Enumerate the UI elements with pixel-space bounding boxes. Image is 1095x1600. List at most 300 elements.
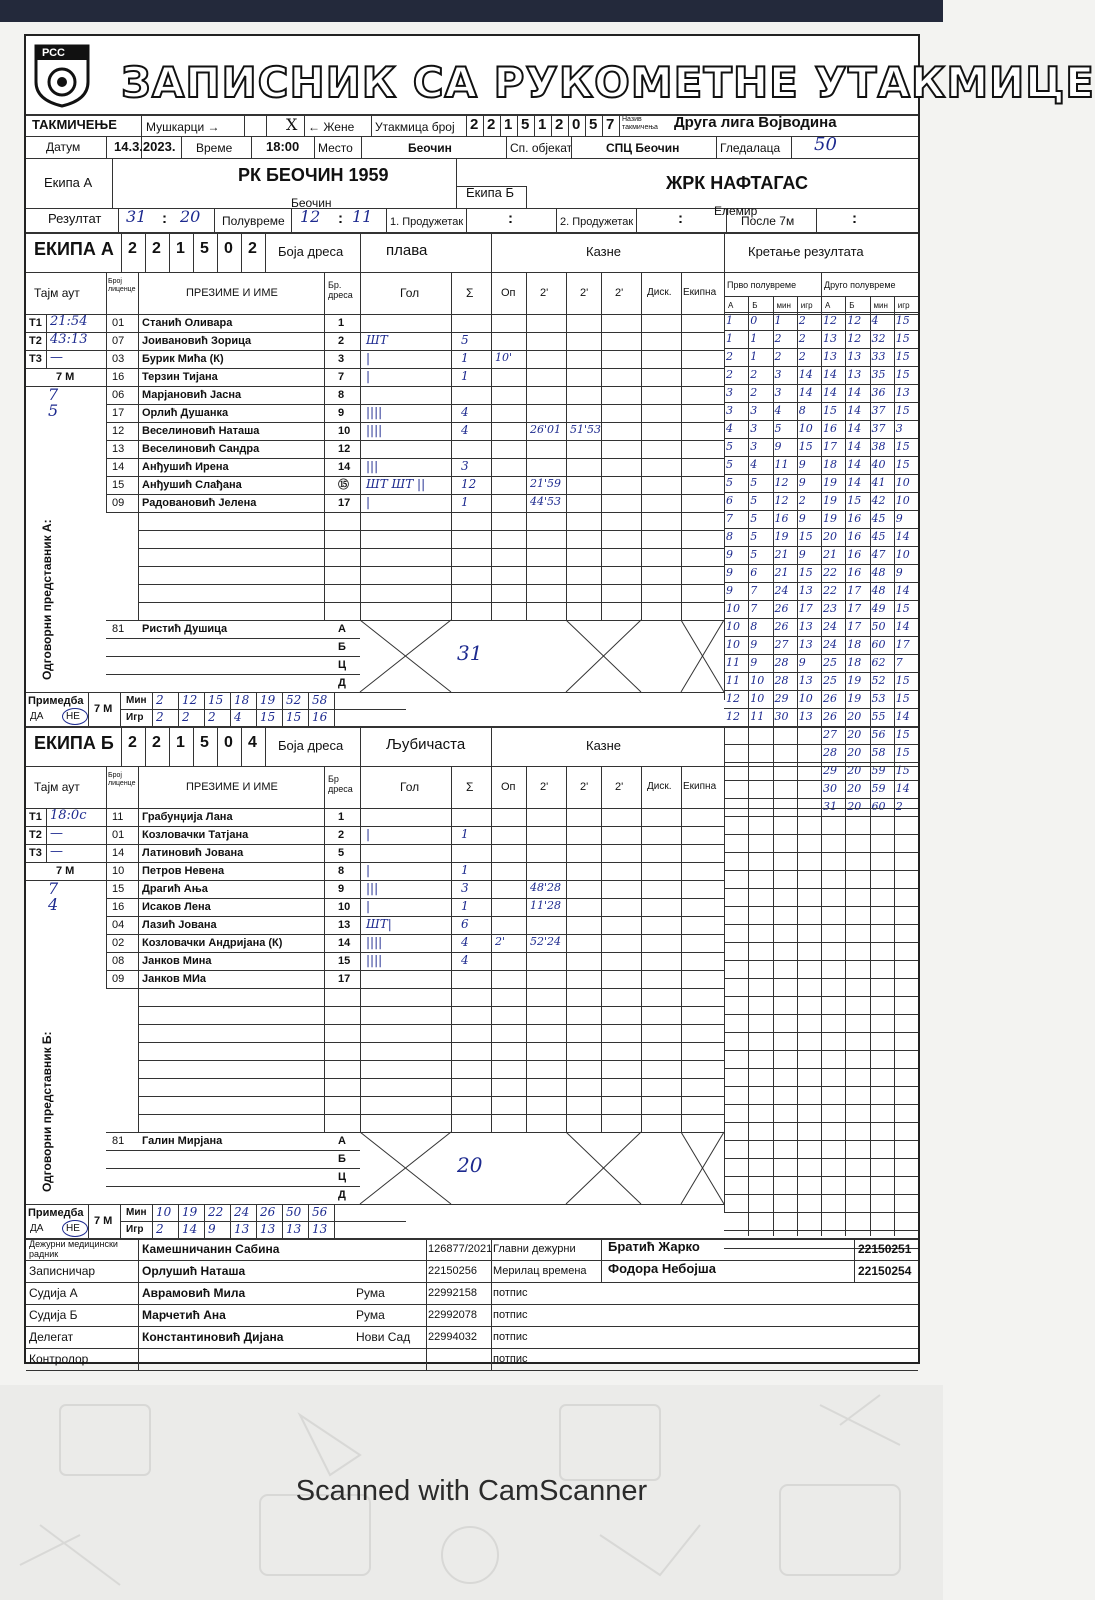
official-license-number: 126877/2021 <box>428 1243 493 1255</box>
score-progress-entry: 3 <box>750 422 758 435</box>
timeout-label: Т3 <box>29 847 42 859</box>
col-jersey: Бр. дреса <box>328 280 353 300</box>
score-progress-entry: 5 <box>726 458 733 471</box>
seven-meter-minute: 26 <box>260 1205 276 1219</box>
seven-meter-summary-label: 7 М <box>94 703 113 715</box>
rule-line <box>169 726 170 766</box>
score-progress-entry: 47 <box>871 548 886 561</box>
camscanner-watermark: Scanned with CamScanner <box>295 1475 648 1507</box>
rule-line <box>724 1122 918 1123</box>
score-progress-entry: 12 <box>774 476 789 489</box>
seven-meter-mark: 7 <box>48 879 59 898</box>
score-progress-entry: 26 <box>823 710 837 723</box>
score-progress-entry: 21 <box>774 548 789 561</box>
team-code-digit: 5 <box>200 734 209 751</box>
result-team-a: 31 <box>126 207 147 226</box>
score-progress-entry: 12 <box>726 692 740 705</box>
rule-line <box>106 656 360 657</box>
remark-no: НЕ <box>66 711 80 722</box>
rule-line <box>816 208 817 232</box>
player-license: 16 <box>112 901 125 913</box>
player-license: 03 <box>112 353 125 365</box>
official-person-name: Константиновић Дијана <box>142 1330 284 1344</box>
rule-line <box>138 1060 724 1061</box>
rule-line <box>121 232 122 272</box>
score-progress-entry: 16 <box>823 422 837 435</box>
rule-line <box>26 208 918 209</box>
official-city: Нови Сад <box>356 1330 411 1344</box>
rule-line <box>178 692 179 726</box>
extra-time-1-label: 1. Продужетак <box>390 216 464 228</box>
rule-line <box>491 726 492 766</box>
player-name: Петров Невена <box>142 865 225 877</box>
score-progress-entry: 9 <box>798 476 806 489</box>
rule-line <box>724 402 918 403</box>
official-license-number: 22992158 <box>428 1287 477 1299</box>
col-disqualification: Диск. <box>647 287 672 298</box>
player-jersey: 5 <box>338 847 345 859</box>
player-warning-time: 10' <box>495 351 513 364</box>
score-progress-entry: 5 <box>774 422 782 435</box>
official-role-secondary: потпис <box>493 1309 528 1321</box>
time-label: Време <box>196 141 233 155</box>
team-b-name: ЖРК НАФТАГАС <box>666 173 808 193</box>
venue-value: СПЦ Беочин <box>606 141 680 155</box>
rule-line <box>791 136 792 158</box>
score-progress-entry: 2 <box>726 350 733 363</box>
rule-line <box>724 564 918 565</box>
seven-meter-mark: 4 <box>48 895 59 914</box>
rule-line <box>619 114 620 136</box>
rule-line <box>244 114 245 136</box>
col-2min-2: 2' <box>580 781 589 793</box>
seven-meter-player: 13 <box>286 1222 302 1236</box>
team-code-digit: 4 <box>248 734 257 751</box>
score-progress-entry: 2 <box>798 314 806 327</box>
timeout-value: 18:0с <box>50 808 87 823</box>
rule-line <box>360 726 361 766</box>
rule-line <box>724 546 918 547</box>
player-name: Козловачки Андријана (К) <box>142 937 283 949</box>
score-progress-entry: 41 <box>871 476 886 489</box>
rule-line <box>26 766 918 767</box>
score-progress-entry: 14 <box>895 620 910 633</box>
player-name: Јоивановић Зорица <box>142 335 252 347</box>
score-progress-entry: 9 <box>750 638 758 651</box>
score-progress-entry: 14 <box>847 476 862 489</box>
rule-line <box>724 1194 918 1195</box>
player-goal-sum: 1 <box>461 495 469 509</box>
score-progress-entry: 53 <box>871 692 886 705</box>
player-goal-tally: |||| <box>366 405 383 419</box>
spectators-label: Гледалаца <box>720 141 781 155</box>
score-progress-label: Кретање резултата <box>748 244 864 259</box>
score-progress-entry: 11 <box>726 656 740 669</box>
rule-line <box>724 726 918 727</box>
score-progress-entry: 15 <box>895 746 910 759</box>
rule-line <box>106 422 138 423</box>
result-team-b: 20 <box>180 207 201 226</box>
rule-line <box>106 1186 360 1187</box>
rule-line <box>138 566 724 567</box>
col-team-penalty: Екипна <box>683 781 717 792</box>
crossed-box <box>360 1132 451 1204</box>
score-progress-entry: 62 <box>871 656 886 669</box>
player-goal-sum: 4 <box>461 935 469 949</box>
player-jersey: 9 <box>338 407 345 419</box>
rule-line <box>534 114 535 136</box>
player-name: Орлић Душанка <box>142 407 229 419</box>
score-progress-entry: 20 <box>823 530 837 543</box>
official-secondary-name: Фодора Небојша <box>608 1261 716 1276</box>
rule-line <box>106 766 107 988</box>
player-goal-tally: | <box>366 863 371 877</box>
player-goal-sum: 1 <box>461 351 469 365</box>
score-progress-entry: 15 <box>895 728 910 741</box>
match-number-digit: 5 <box>521 116 530 133</box>
col-sum: Σ <box>466 780 474 794</box>
score-progress-entry: 3 <box>726 404 733 417</box>
match-number-digit: 1 <box>538 116 547 133</box>
team-section-title: ЕКИПА Б <box>34 733 114 753</box>
rule-line <box>178 1204 179 1238</box>
score-progress-entry: 27 <box>774 638 789 651</box>
score-progress-entry: 13 <box>823 332 837 345</box>
score-progress-entry: 9 <box>798 656 806 669</box>
rule-line <box>26 232 918 234</box>
score-progress-entry: 14 <box>798 368 813 381</box>
col-license: Број лиценце <box>108 772 136 787</box>
rule-line <box>724 600 918 601</box>
match-number-digit: 0 <box>572 116 581 133</box>
score-progress-entry: 18 <box>847 656 862 669</box>
player-license: 15 <box>112 883 125 895</box>
team-code-digit: 1 <box>176 240 185 257</box>
seven-meter-minute: 50 <box>286 1205 302 1219</box>
first-half-label: Прво полувреме <box>727 280 797 290</box>
rule-line <box>602 114 603 136</box>
score-progress-entry: 14 <box>847 386 862 399</box>
rule-line <box>138 952 724 953</box>
score-progress-entry: 32 <box>871 332 886 345</box>
seven-meter-minute: 10 <box>156 1205 172 1219</box>
match-number-digit: 2 <box>555 116 564 133</box>
score-progress-entry: 59 <box>871 782 886 795</box>
timeout-label: Т1 <box>29 317 42 329</box>
rule-line <box>241 726 242 766</box>
rule-line <box>724 766 725 1212</box>
score-progress-entry: 9 <box>750 656 758 669</box>
col-goals: Гол <box>400 286 420 300</box>
score-progress-entry: 36 <box>871 386 886 399</box>
score-progress-entry: 26 <box>774 602 789 615</box>
official-license-number: 22994032 <box>428 1331 477 1343</box>
col-name: ПРЕЗИМЕ И ИМЕ <box>186 287 278 299</box>
score-progress-entry: 4 <box>774 404 782 417</box>
rule-line <box>138 1006 724 1007</box>
score-progress-entry: 23 <box>823 602 837 615</box>
team-code-digit: 2 <box>152 240 161 257</box>
player-goal-tally: | <box>366 351 371 365</box>
score-progress-col: А <box>825 301 831 310</box>
score-progress-entry: 30 <box>774 710 789 723</box>
team-b-city: Елемир <box>714 204 758 218</box>
score-progress-entry: 14 <box>798 386 813 399</box>
score-progress-entry: 19 <box>823 476 837 489</box>
seven-meter-player: 15 <box>286 710 302 724</box>
seven-meter-player: 2 <box>182 710 190 724</box>
player-name: Лазић Јована <box>142 919 217 931</box>
score-progress-entry: 19 <box>847 674 862 687</box>
team-a-label: Екипа А <box>44 175 93 190</box>
official-secondary-license: 22150254 <box>858 1264 912 1278</box>
official-role-secondary: потпис <box>493 1331 528 1343</box>
rule-line <box>308 692 309 726</box>
player-2min-1: 11'28 <box>530 899 562 912</box>
score-progress-entry: 56 <box>871 728 886 741</box>
halftime-colon: : <box>338 210 343 227</box>
score-progress-entry: 16 <box>847 512 862 525</box>
rule-line <box>214 208 215 232</box>
official-letter: Д <box>338 677 346 689</box>
penalties-label: Казне <box>586 738 622 753</box>
rule-line <box>106 350 138 351</box>
timeout-label: Т3 <box>29 353 42 365</box>
venue-label: Сп. објекат <box>510 141 573 155</box>
rule-line <box>466 114 467 136</box>
rule-line <box>138 898 724 899</box>
rule-line <box>26 1238 918 1240</box>
col-2min-2: 2' <box>580 287 589 299</box>
player-name: Грабунџија Лана <box>142 811 233 823</box>
score-progress-entry: 9 <box>798 512 806 525</box>
score-progress-entry: 33 <box>871 350 886 363</box>
rule-line <box>106 620 360 621</box>
score-progress-entry: 13 <box>847 368 862 381</box>
player-name: Латиновић Јована <box>142 847 244 859</box>
jersey-color-label: Боја дреса <box>278 738 344 753</box>
rule-line <box>724 618 918 619</box>
rule-line <box>217 232 218 272</box>
rule-line <box>724 834 918 835</box>
col-2min-3: 2' <box>615 287 624 299</box>
official-letter: Ц <box>338 659 347 671</box>
score-progress-entry: 15 <box>895 674 910 687</box>
score-progress-entry: 1 <box>750 332 758 345</box>
score-progress-entry: 29 <box>823 764 837 777</box>
score-progress-entry: 2 <box>798 350 806 363</box>
score-progress-entry: 15 <box>895 692 910 705</box>
player-jersey: 8 <box>338 389 345 401</box>
rule-line <box>360 232 361 272</box>
halftime-label: Полувреме <box>222 214 285 228</box>
player-jersey: 17 <box>338 497 351 509</box>
score-progress-entry: 19 <box>847 692 862 705</box>
score-progress-col: А <box>728 301 734 310</box>
rule-line <box>106 458 138 459</box>
score-progress-entry: 3 <box>774 368 782 381</box>
rule-line <box>138 584 724 585</box>
player-license: 02 <box>112 937 125 949</box>
rule-line <box>491 272 492 620</box>
team-code-digit: 0 <box>224 734 233 751</box>
score-progress-entry: 12 <box>847 314 862 327</box>
official-role: Записничар <box>29 1264 96 1278</box>
score-progress-col: Б <box>752 301 758 310</box>
score-progress-entry: 17 <box>847 602 862 615</box>
team-code-digit: 5 <box>200 240 209 257</box>
rule-line <box>724 1176 918 1177</box>
seven-meter-summary-label: 7 М <box>94 1215 113 1227</box>
rule-line <box>724 798 918 799</box>
player-goal-tally: ШТ| <box>366 917 392 931</box>
rule-line <box>106 916 138 917</box>
rule-line <box>26 158 918 159</box>
team-representative-label: Одговорни представник А: <box>40 519 54 680</box>
rule-line <box>724 1230 918 1231</box>
score-progress-entry: 5 <box>726 440 733 453</box>
rule-line <box>138 862 724 863</box>
official-person-name: Марчетић Ана <box>142 1308 226 1322</box>
rule-line <box>204 692 205 726</box>
score-progress-entry: 14 <box>823 386 837 399</box>
score-progress-entry: 3 <box>774 386 782 399</box>
rule-line <box>256 1204 257 1238</box>
player-goal-sum: 5 <box>461 333 469 347</box>
official-letter: Ц <box>338 1171 347 1183</box>
seven-meter-player: 13 <box>260 1222 276 1236</box>
rule-line <box>724 312 918 313</box>
rule-line <box>724 942 918 943</box>
official-role-secondary: Мерилац времена <box>493 1265 587 1277</box>
player-license: 01 <box>112 317 125 329</box>
score-progress-col: игр <box>800 301 813 310</box>
rule-line <box>483 114 484 136</box>
player-goal-sum: 1 <box>461 863 469 877</box>
player-jersey: 15 <box>338 955 351 967</box>
place-label: Место <box>318 141 353 155</box>
rule-line <box>138 880 724 881</box>
score-progress-entry: 60 <box>871 638 886 651</box>
player-name: Исаков Лена <box>142 901 211 913</box>
rule-line <box>724 816 918 817</box>
seven-meter-player: 2 <box>208 710 216 724</box>
rule-line <box>724 510 918 511</box>
score-progress-entry: 45 <box>871 512 886 525</box>
rule-line <box>26 1282 918 1283</box>
player-jersey: 13 <box>338 919 351 931</box>
rule-line <box>304 114 305 136</box>
timeout-label: Т2 <box>29 829 42 841</box>
score-progress-entry: 48 <box>871 566 886 579</box>
rule-line <box>138 314 724 315</box>
rule-line <box>118 208 119 232</box>
rule-line <box>204 1204 205 1238</box>
player-goal-tally: ||| <box>366 459 379 473</box>
seven-meter-minute: 18 <box>234 693 250 707</box>
player-2min-1: 44'53 <box>530 495 562 508</box>
score-progress-entry: 12 <box>823 314 837 327</box>
score-progress-entry: 7 <box>750 602 758 615</box>
rule-line <box>138 494 724 495</box>
rule-line <box>106 826 138 827</box>
rule-line <box>641 272 642 620</box>
score-progress-entry: 21 <box>823 548 837 561</box>
score-progress-entry: 9 <box>774 440 782 453</box>
official-letter: А <box>338 623 346 635</box>
rule-line <box>491 1238 492 1370</box>
score-progress-entry: 17 <box>847 584 862 597</box>
player-license: 04 <box>112 919 125 931</box>
score-progress-entry: 10 <box>895 494 910 507</box>
score-progress-entry: 5 <box>750 476 758 489</box>
match-number-digit: 5 <box>589 116 598 133</box>
rule-line <box>138 1024 724 1025</box>
rule-line <box>181 136 182 158</box>
score-progress-entry: 14 <box>895 710 910 723</box>
team-code-digit: 2 <box>152 734 161 751</box>
rule-line <box>716 136 717 158</box>
official-name: Галин Мирјана <box>142 1135 223 1147</box>
rule-line <box>282 1204 283 1238</box>
rule-line <box>601 1238 602 1282</box>
player-license: 10 <box>112 865 125 877</box>
player-license: 06 <box>112 389 125 401</box>
document-title: ЗАПИСНИК СА РУКОМЕТНЕ УТАКМИЦЕ <box>121 58 1095 107</box>
rule-line <box>138 530 724 531</box>
rule-line <box>138 404 724 405</box>
player-2min-2: 51'53 <box>570 423 602 436</box>
rule-line <box>138 1238 139 1370</box>
score-progress-entry: 25 <box>823 656 837 669</box>
timeout-value: 43:13 <box>50 332 88 347</box>
official-letter: Б <box>338 1153 346 1165</box>
rule-line <box>724 1014 918 1015</box>
rule-line <box>724 978 918 979</box>
halftime-team-a: 12 <box>300 207 321 226</box>
rule-line <box>106 494 138 495</box>
player-goal-tally: ШТ ШТ || <box>366 477 426 491</box>
rule-line <box>112 158 113 208</box>
player-goal-tally: | <box>366 495 371 509</box>
logo-text: РСС <box>42 47 65 59</box>
rule-line <box>145 726 146 766</box>
team-code-digit: 2 <box>128 734 137 751</box>
score-progress-entry: 15 <box>895 314 910 327</box>
seven-meter-minute: 52 <box>286 693 302 707</box>
score-progress-entry: 9 <box>726 566 733 579</box>
second-half-label: Друго полувреме <box>824 280 896 290</box>
player-goal-sum: 6 <box>461 917 469 931</box>
score-progress-entry: 16 <box>847 566 862 579</box>
rule-line <box>724 636 918 637</box>
score-progress-entry: 59 <box>871 764 886 777</box>
player-name: Бурик Мића (К) <box>142 353 224 365</box>
rule-line <box>145 232 146 272</box>
rule-line <box>568 114 569 136</box>
rule-line <box>526 186 527 208</box>
official-role-secondary: потпис <box>493 1287 528 1299</box>
rule-line <box>138 1096 724 1097</box>
score-progress-entry: 14 <box>847 422 862 435</box>
rule-line <box>138 422 724 423</box>
col-team-penalty: Екипна <box>683 287 717 298</box>
rule-line <box>724 582 918 583</box>
rule-line <box>106 844 138 845</box>
player-2min-1: 52'24 <box>530 935 562 948</box>
team-a-city: Беочин <box>291 196 332 210</box>
score-progress-entry: 1 <box>726 332 733 345</box>
